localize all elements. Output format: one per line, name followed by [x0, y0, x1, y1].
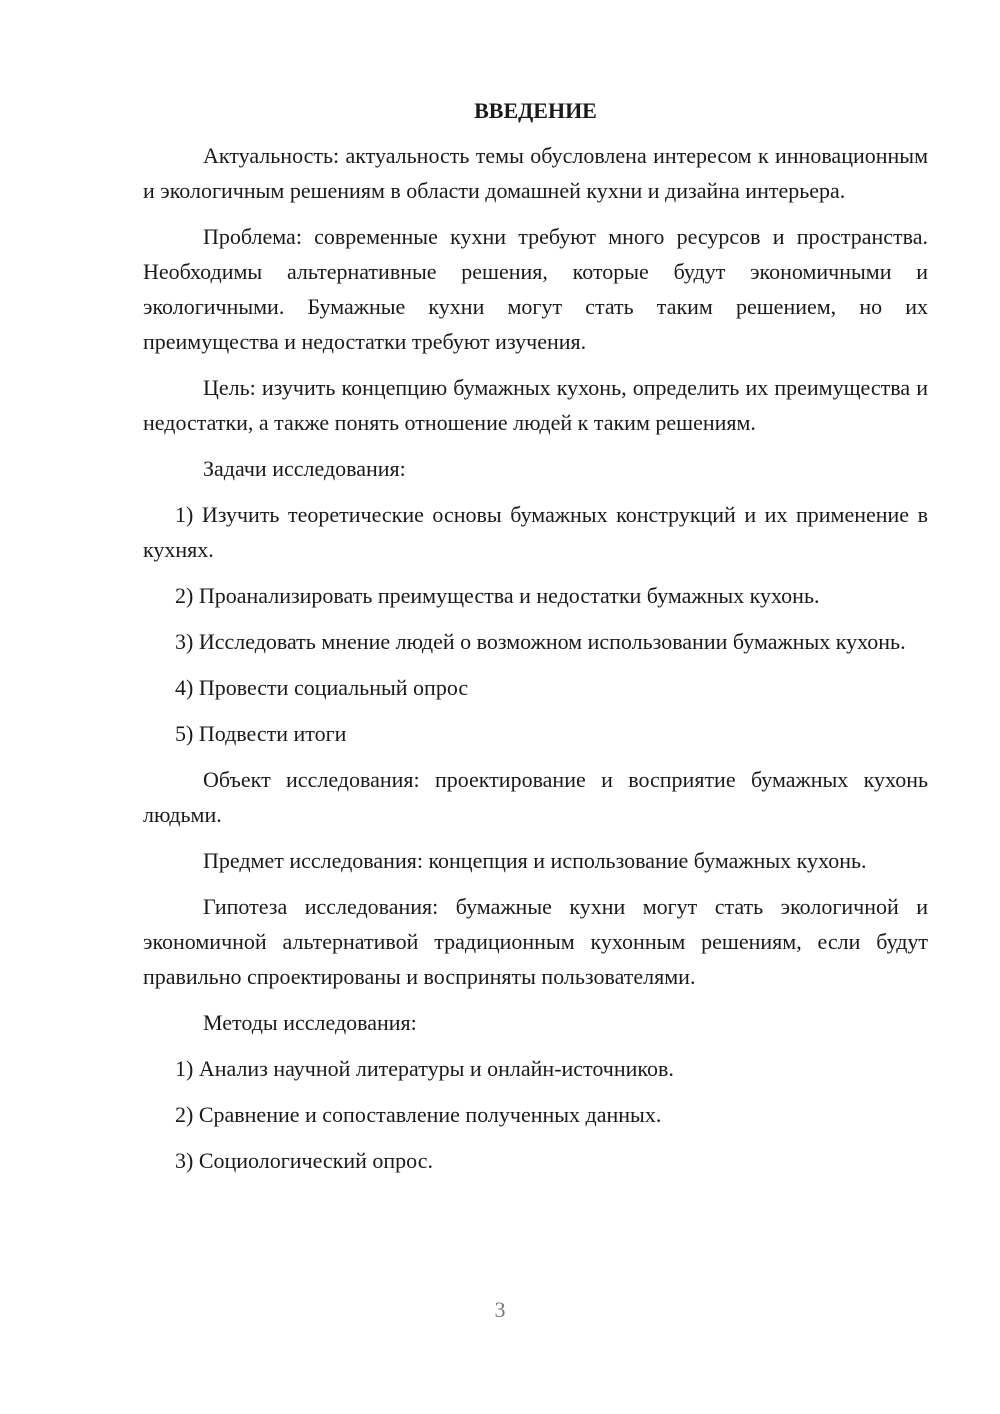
method-item-1: 1) Анализ научной литературы и онлайн-источников.	[175, 1056, 674, 1081]
method-item-3: 3) Социологический опрос.	[175, 1148, 433, 1173]
methods-heading: Методы исследования:	[203, 1010, 417, 1035]
paragraph-problem: Проблема: современные кухни требуют много ресурсов и пространства. Необходимы альтернативные решения, которые будут экономичными и экологичными. Бумажные кухни могут стать таким решением, но их преимущества и недостатки требуют изучения.	[143, 224, 928, 354]
page-number: 3	[494, 1297, 506, 1322]
paragraph-relevance: Актуальность: актуальность темы обусловлена интересом к инновационным и экологичным решениям в области домашней кухни и дизайна интерьера.	[143, 143, 928, 203]
task-item-3: 3) Исследовать мнение людей о возможном использовании бумажных кухонь.	[175, 629, 906, 654]
task-item-4: 4) Провести социальный опрос	[175, 675, 469, 700]
paragraph-subject: Предмет исследования: концепция и использование бумажных кухонь.	[203, 848, 867, 873]
method-item-2: 2) Сравнение и сопоставление полученных данных.	[175, 1102, 662, 1127]
paragraph-hypothesis: Гипотеза исследования: бумажные кухни могут стать экологичной и экономичной альтернативой традиционным кухонным решениям, если будут правильно спроектированы и восприняты пользователями.	[143, 894, 928, 989]
task-item-5: 5) Подвести итоги	[175, 721, 347, 746]
task-item-2: 2) Проанализировать преимущества и недостатки бумажных кухонь.	[175, 583, 820, 608]
paragraph-goal: Цель: изучить концепцию бумажных кухонь, определить их преимущества и недостатки, а также понять отношение людей к таким решениям.	[143, 375, 928, 435]
paragraph-object: Объект исследования: проектирование и восприятие бумажных кухонь людьми.	[143, 767, 928, 827]
section-title: ВВЕДЕНИЕ	[474, 98, 597, 123]
document-page	[143, 96, 928, 1189]
tasks-heading: Задачи исследования:	[203, 456, 406, 481]
task-item-1: 1) Изучить теоретические основы бумажных конструкций и их применение в кухнях.	[143, 502, 928, 562]
